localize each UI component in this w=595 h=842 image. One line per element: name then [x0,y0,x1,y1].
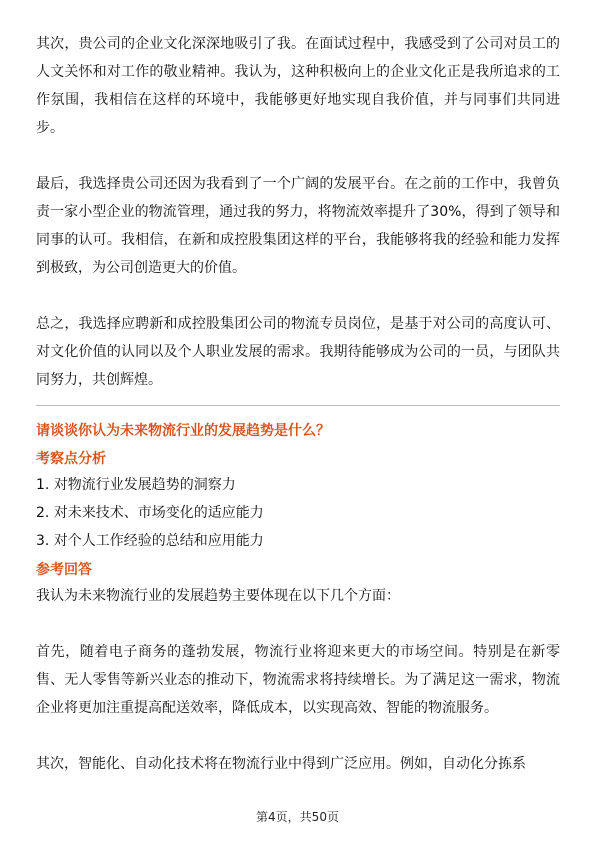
analysis-item: 1. 对物流行业发展趋势的洞察力 [36,477,236,493]
analysis-heading: 考察点分析 [36,451,106,467]
page-content [36,30,560,778]
analysis-item: 2. 对未来技术、市场变化的适应能力 [36,505,264,521]
paragraph-conclusion: 总之，我选择应聘新和成控股集团公司的物流专员岗位，是基于对公司的高度认可、对文化价值的认同以及个人职业发展的需求。我期待能够成为公司的一员，与团队共同努力，共创辉煌。 [36,316,560,388]
paragraph-development-platform: 最后，我选择贵公司还因为我看到了一个广阔的发展平台。在之前的工作中，我曾负责一家小型企业的物流管理，通过我的努力，将物流效率提升了30%，得到了领导和同事的认可。我相信，在新和成控股集团这样的平台，我能够将我的经验和能力发挥到极致，为公司创造更大的价值。 [36,176,560,276]
paragraph-company-culture: 其次，贵公司的企业文化深深地吸引了我。在面试过程中，我感受到了公司对员工的人文关怀和对工作的敬业精神。我认为，这种积极向上的企业文化正是我所追求的工作氛围，我相信在这样的环境中，我能够更好地实现自我价值，并与同事们共同进步。 [36,36,560,136]
answer-intro: 我认为未来物流行业的发展趋势主要体现在以下几个方面： [36,588,400,604]
answer-paragraph-automation: 其次，智能化、自动化技术将在物流行业中得到广泛应用。例如，自动化分拣系 [36,756,526,772]
analysis-item: 3. 对个人工作经验的总结和应用能力 [36,533,264,549]
section-divider [36,405,560,406]
interview-question: 请谈谈你认为未来物流行业的发展趋势是什么？ [36,423,330,439]
answer-heading: 参考回答 [36,562,92,578]
answer-paragraph-ecommerce: 首先，随着电子商务的蓬勃发展，物流行业将迎来更大的市场空间。特别是在新零售、无人零售等新兴业态的推动下，物流需求将持续增长。为了满足这一需求，物流企业将更加注重提高配送效率，降低成本，以实现高效、智能的物流服务。 [36,644,560,716]
page-number-footer: 第4页，共50页 [256,810,339,824]
